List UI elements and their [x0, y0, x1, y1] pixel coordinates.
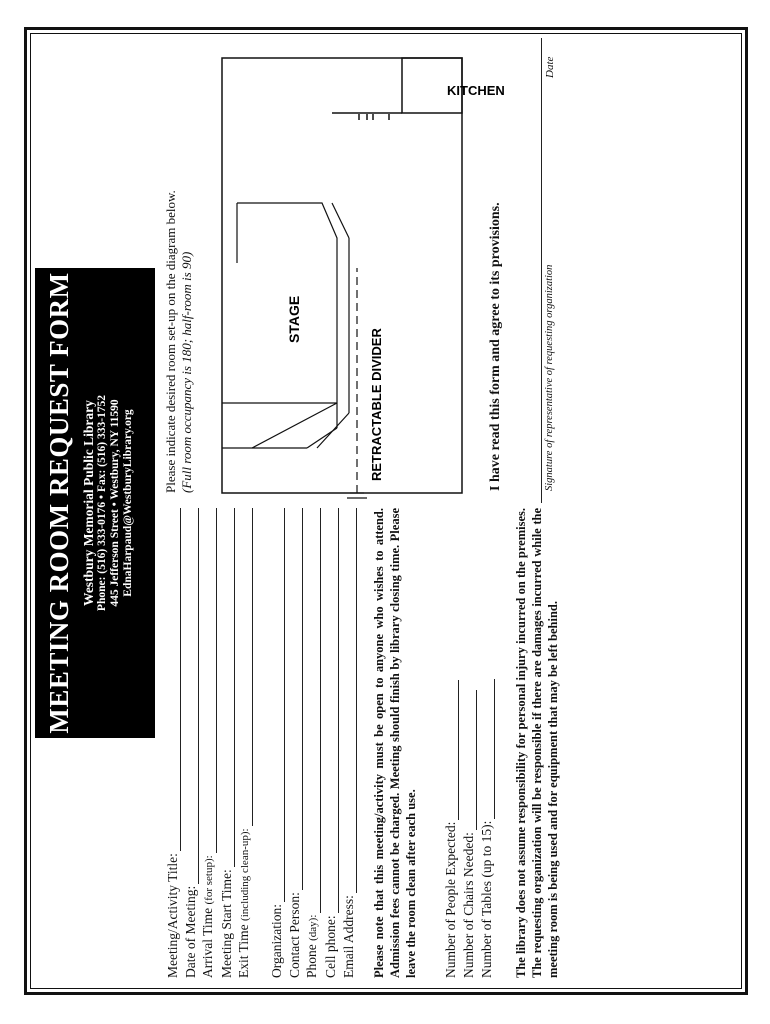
- field-label: Phone (day):: [304, 914, 319, 978]
- field-organization[interactable]: [267, 508, 285, 978]
- library-name: Westbury Memorial Public Library: [81, 400, 96, 606]
- field-label: Contact Person:: [287, 892, 302, 978]
- input-line[interactable]: [343, 508, 357, 893]
- input-line[interactable]: [203, 508, 217, 853]
- input-line[interactable]: [307, 508, 321, 913]
- open-meeting-notice: Please note that this meeting/activity must be open to anyone who wishes to attend. Admission fees cannot be charged. Meeting should finish by library closing time. Please leave the room clean after each use.: [372, 508, 418, 978]
- field-meeting-date[interactable]: [181, 508, 199, 978]
- field-tables-needed[interactable]: [477, 508, 495, 978]
- library-address: 445 Jefferson Street • Westbury, NY 11590: [109, 399, 121, 607]
- field-arrival-time[interactable]: [199, 508, 217, 978]
- date-label: Date: [544, 56, 556, 78]
- field-contact-person[interactable]: [285, 508, 303, 978]
- form-sheet: [35, 38, 735, 978]
- input-line[interactable]: [167, 508, 181, 851]
- input-line[interactable]: [289, 508, 303, 890]
- library-phone-fax: Phone: (516) 333-0176 • Fax: (516) 333-1752: [96, 394, 108, 612]
- input-line[interactable]: [221, 508, 235, 867]
- field-label: Number of People Expected:: [443, 821, 458, 978]
- divider-label: RETRACTABLE DIVIDER: [369, 328, 384, 481]
- field-label: Number of Tables (up to 15):: [479, 820, 494, 978]
- field-label: Meeting/Activity Title:: [165, 853, 180, 978]
- field-label: Meeting Start Time:: [219, 869, 234, 978]
- input-line[interactable]: [271, 508, 285, 902]
- input-line[interactable]: [445, 680, 459, 820]
- diagram-instructions: Please indicate desired room set-up on the diagram below.: [163, 190, 178, 493]
- stage-outline: [222, 403, 337, 448]
- field-people-expected[interactable]: [441, 508, 459, 978]
- stage-label: STAGE: [286, 295, 302, 343]
- field-label: Email Address:: [341, 895, 356, 978]
- input-line[interactable]: [239, 508, 253, 826]
- field-label: Organization:: [269, 904, 284, 978]
- field-label: Exit Time (including clean-up):: [236, 828, 251, 978]
- field-meeting-title[interactable]: [163, 508, 181, 978]
- field-chairs-needed[interactable]: [459, 508, 477, 978]
- occupancy-note: (Full room occupancy is 180; half-room is 90): [179, 251, 194, 493]
- input-line[interactable]: [481, 679, 495, 819]
- field-label: Cell phone:: [323, 915, 338, 978]
- field-phone-day[interactable]: [303, 508, 321, 978]
- signature-label: Signature of representative of requesting organization: [544, 264, 555, 491]
- field-exit-time[interactable]: [235, 508, 253, 978]
- field-label: Date of Meeting:: [183, 885, 198, 978]
- room-outline: [222, 58, 462, 493]
- room-setup-column: [163, 38, 723, 503]
- field-email[interactable]: [339, 508, 357, 978]
- field-label: Number of Chairs Needed:: [461, 832, 476, 978]
- form-title: MEETING ROOM REQUEST FORM: [44, 272, 74, 734]
- field-start-time[interactable]: [217, 508, 235, 978]
- input-line[interactable]: [325, 508, 339, 913]
- signature-line[interactable]: [541, 38, 542, 503]
- field-cell-phone[interactable]: [321, 508, 339, 978]
- library-email: EdnaHarpaud@WestburyLibrary.org: [122, 409, 134, 597]
- agreement-statement: I have read this form and agree to its provisions.: [488, 202, 503, 491]
- form-fields-column: [163, 508, 603, 978]
- form-header: [35, 268, 155, 738]
- kitchen-label: KITCHEN: [447, 83, 505, 98]
- liability-notice: The library does not assume responsibility for personal injury incurred on the premises. The requesting organization will be responsible if there are damages incurred while the meeting room is being used and for equipment that may be left behind.: [514, 508, 560, 978]
- field-label: Arrival Time (for setup):: [200, 855, 215, 978]
- input-line[interactable]: [463, 690, 477, 830]
- input-line[interactable]: [185, 508, 199, 884]
